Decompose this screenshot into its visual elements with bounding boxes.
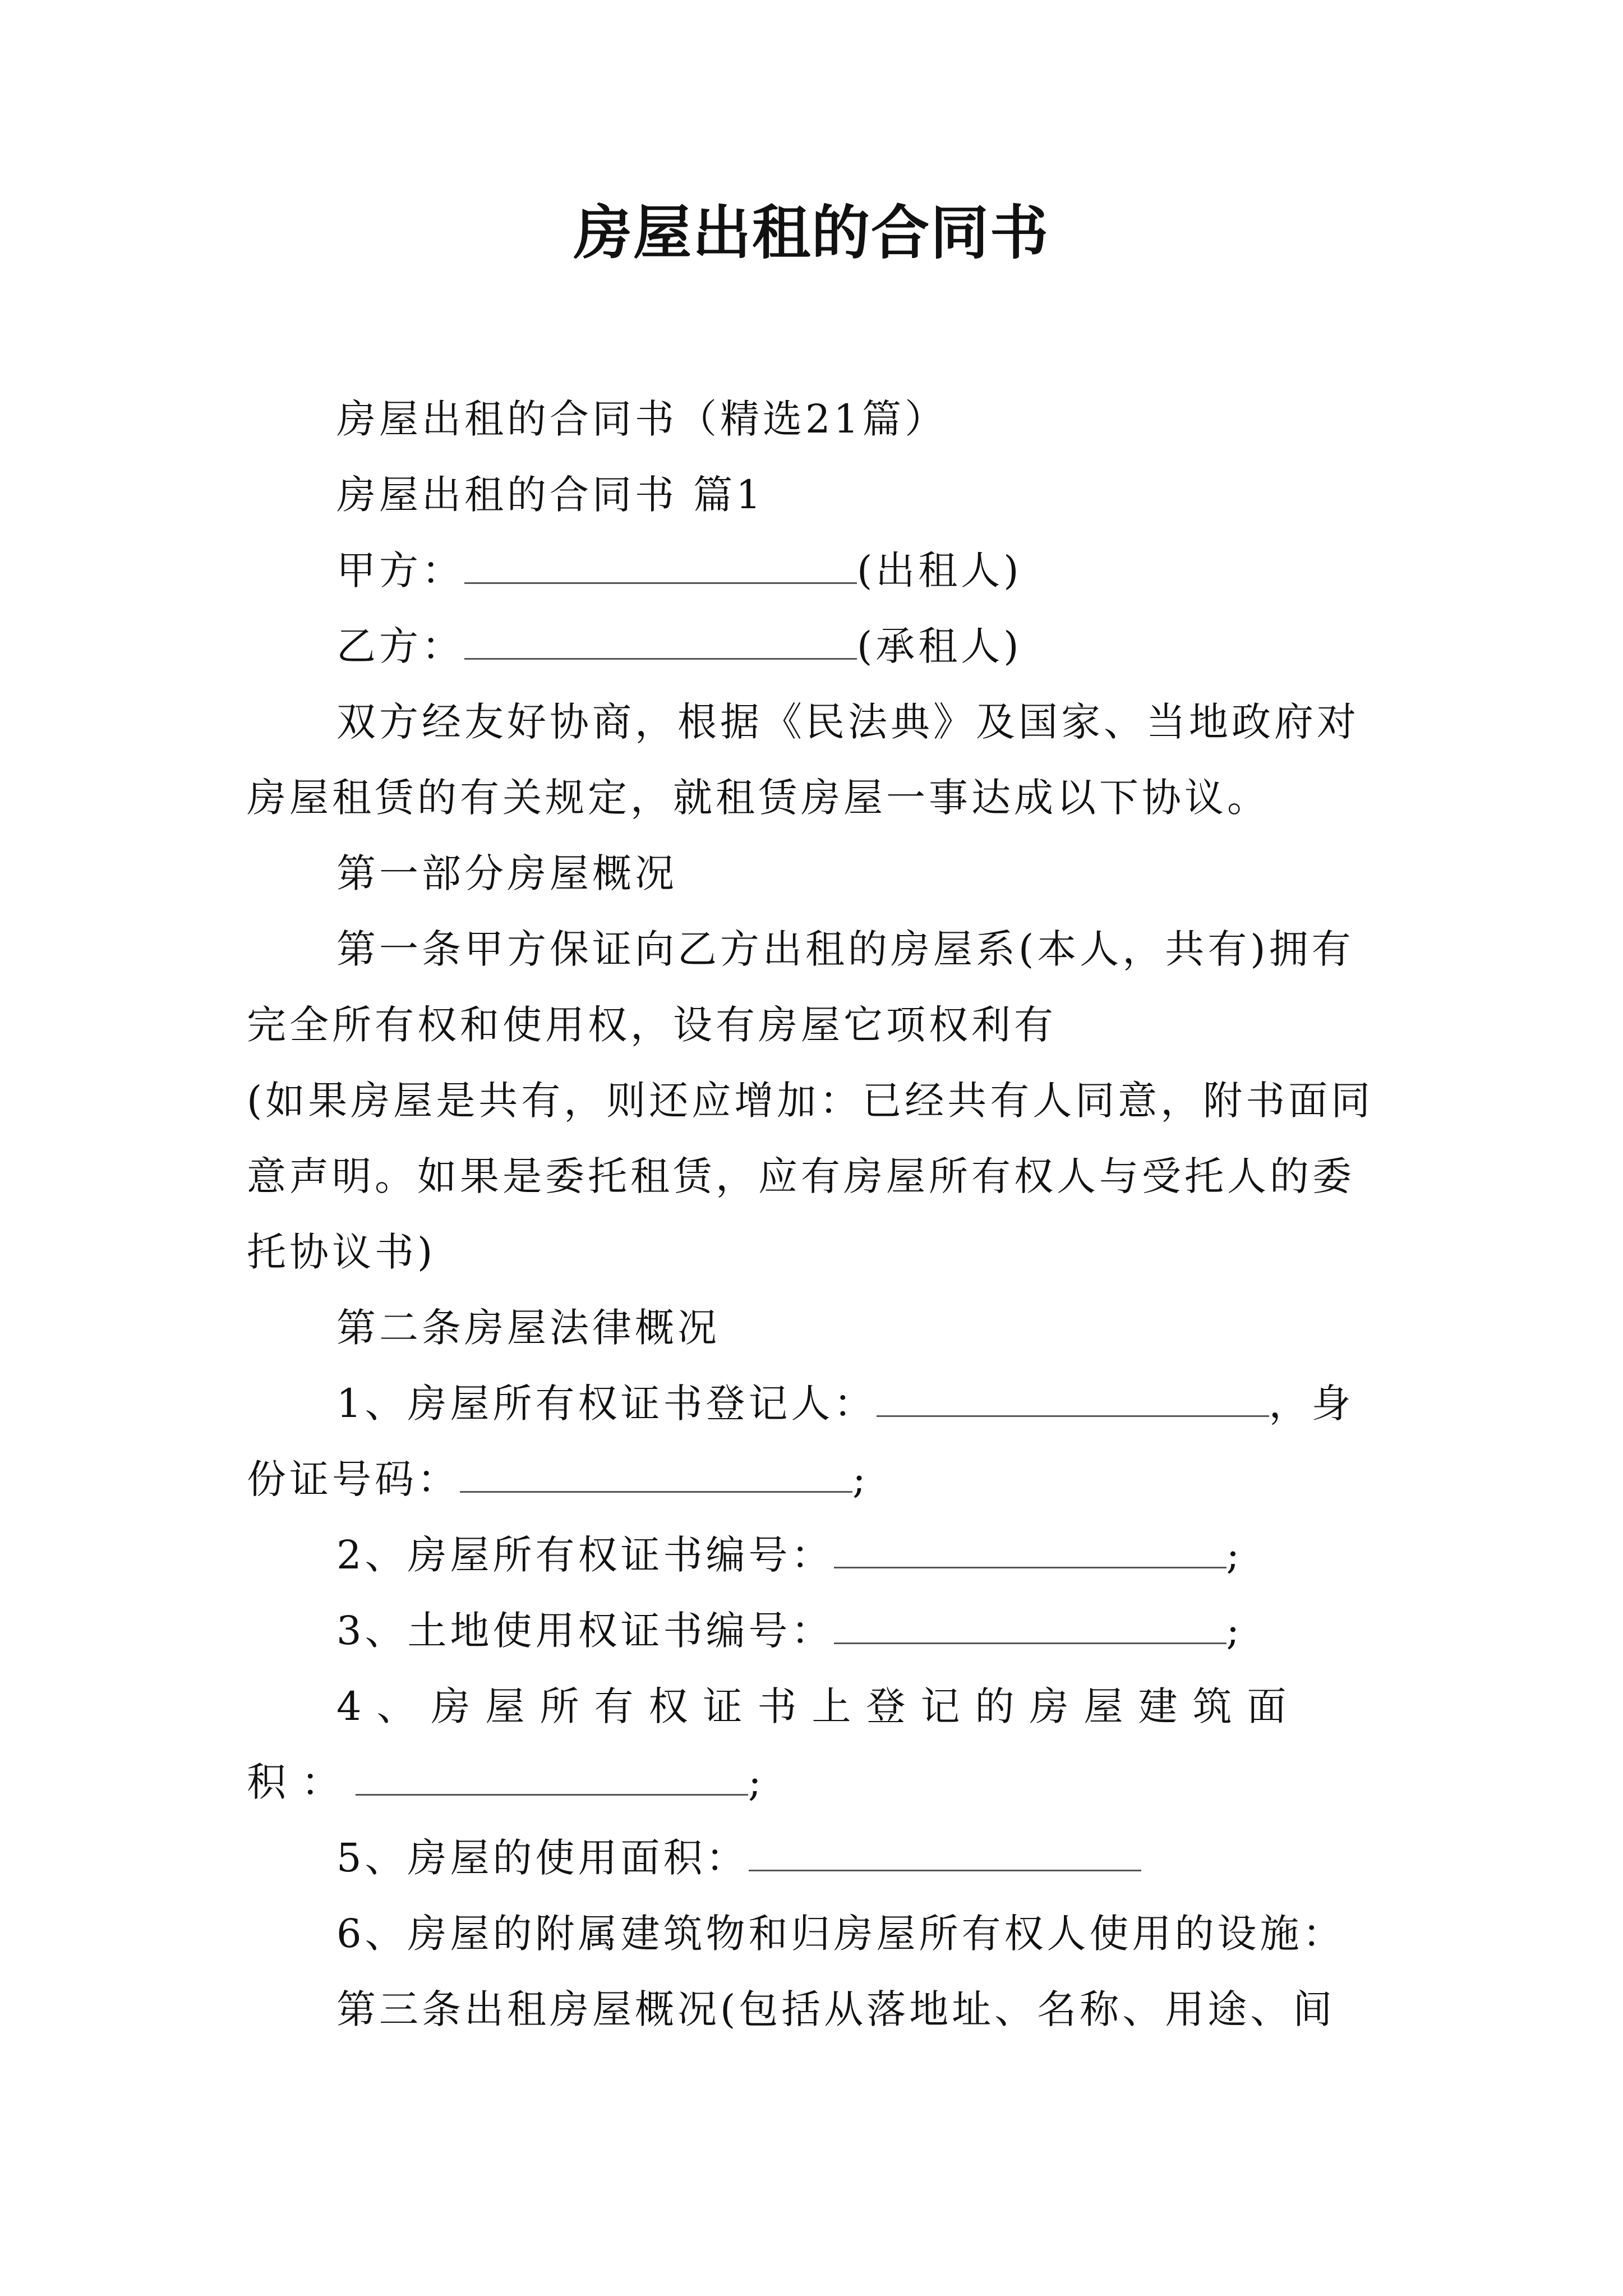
- paragraph-part-one-heading: 第一部分房屋概况: [336, 850, 677, 896]
- item-4-end: ;: [748, 1759, 777, 1805]
- paragraph-article-two-heading: 第二条房屋法律概况: [336, 1305, 720, 1351]
- item-3-blank: [834, 1609, 1227, 1644]
- item-1-label: 1、房屋所有权证书登记人：: [336, 1381, 877, 1427]
- paragraph-co-ownership-note: (如果房屋是共有，则还应增加：已经共有人同意，附书面同意声明。如果是委托租赁，应有房屋所有权人与受托人的委托协议书): [247, 1078, 1374, 1275]
- party-a-suffix: (出租人): [857, 547, 1022, 593]
- item-4-blank: [356, 1760, 748, 1796]
- party-b-suffix: (承租人): [857, 623, 1022, 669]
- item-1-mid: ，身份证号码：: [247, 1381, 1354, 1502]
- item-2-certificate-number: [247, 1517, 1388, 1593]
- item-1-end: ;: [852, 1456, 869, 1502]
- item-5-blank: [749, 1836, 1141, 1871]
- item-6-ancillary-facilities: 6、房屋的附属建筑物和归房屋所有权人使用的设施：: [336, 1911, 1345, 1957]
- party-a-line: [247, 533, 1388, 609]
- item-1-id-blank: [460, 1457, 852, 1493]
- paragraph-subtitle: 房屋出租的合同书（精选21篇）: [336, 396, 948, 442]
- paragraph-article-one: 第一条甲方保证向乙方出租的房屋系(本人，共有)拥有完全所有权和使用权，设有房屋它项权利有: [247, 926, 1354, 1048]
- party-a-label: 甲方：: [336, 547, 464, 593]
- item-3-land-certificate: [247, 1593, 1388, 1669]
- item-4-building-area: [247, 1669, 1388, 1820]
- item-3-end: ;: [1226, 1608, 1243, 1654]
- item-2-end: ;: [1226, 1532, 1243, 1578]
- item-1-registrant: [247, 1366, 1388, 1517]
- document-title: 房屋出租的合同书: [573, 198, 1049, 267]
- party-b-label: 乙方：: [336, 623, 464, 669]
- item-5-usable-area: [247, 1820, 1388, 1896]
- item-1-registrant-blank: [877, 1382, 1269, 1417]
- item-2-blank: [834, 1533, 1227, 1568]
- item-5-label: 5、房屋的使用面积：: [336, 1835, 749, 1881]
- paragraph-section-heading: 房屋出租的合同书 篇1: [336, 472, 764, 518]
- item-4-label: 4、房屋所有权证书上登记的房屋建筑面积：: [247, 1683, 1302, 1805]
- paragraph-agreement-intro: 双方经友好协商，根据《民法典》及国家、当地政府对房屋租赁的有关规定，就租赁房屋一事达成以下协议。: [247, 699, 1359, 821]
- party-a-blank: [464, 549, 857, 584]
- item-2-label: 2、房屋所有权证书编号：: [336, 1532, 834, 1578]
- party-b-line: [247, 609, 1388, 684]
- party-b-blank: [464, 624, 857, 660]
- item-3-label: 3、土地使用权证书编号：: [336, 1608, 834, 1654]
- paragraph-article-three: 第三条出租房屋概况(包括从落地址、名称、用途、间: [336, 1986, 1336, 2032]
- document-body: [247, 381, 1388, 2047]
